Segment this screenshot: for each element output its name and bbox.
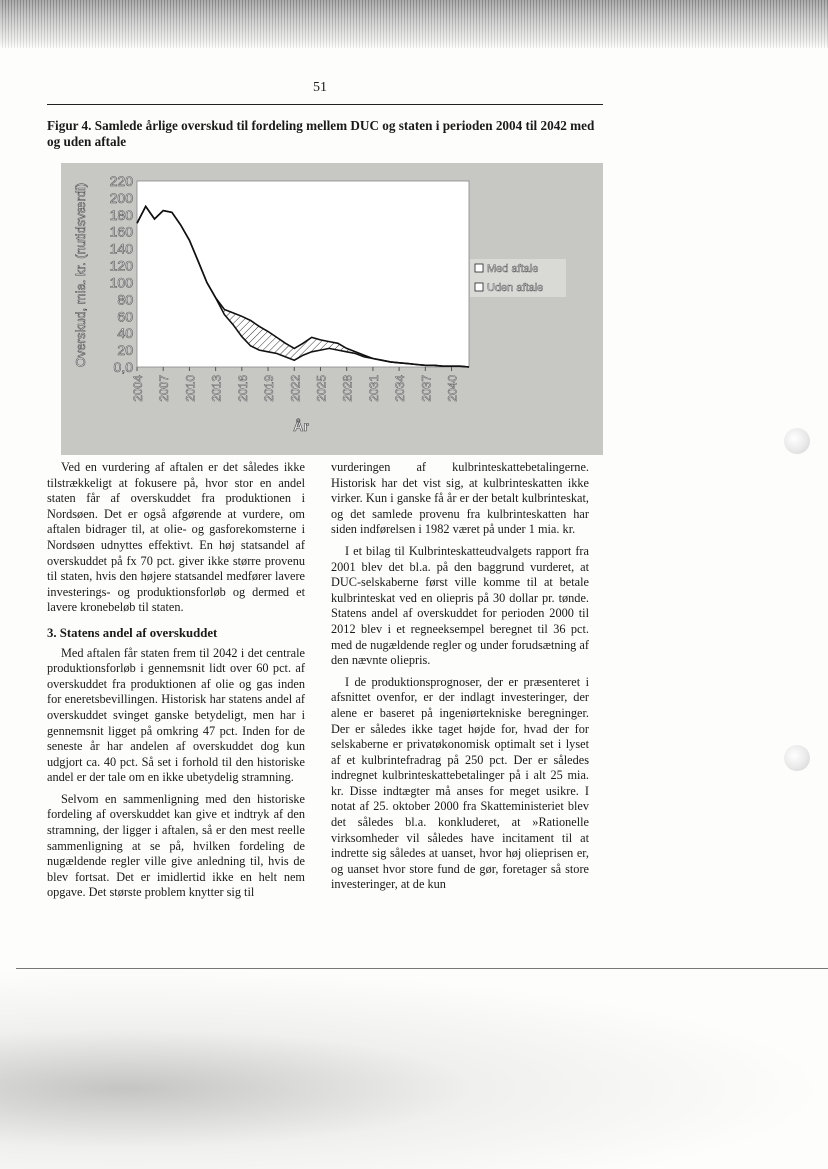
paragraph: Med aftalen får staten frem til 2042 i det centrale produktionsforløb i gennemsnit lidt over 60 pct. af overskuddet fra produktionen af olie og gas inden for eneretsbevillingen. Historisk har statens andel af overskuddet svinget ganske betydeligt, men har i gennemsnit ligget på omkring 47 pct. Inden for de seneste år har andelen af overskuddet dog kun udgjort ca. 40 pct. Så set i forhold til den historiske andel er der tale om en ikke ubetydelig stramning. <box>47 645 305 785</box>
left-column <box>47 460 305 907</box>
paragraph: Ved en vurdering af aftalen er det således ikke tilstrækkeligt at fokusere på, hvor stor en andel staten får af overskuddet fra produktionen i Nordsøen. Det er også afgørende at vurdere, om aftalen bidrager til, at olie- og gasforekomsterne i Nordsøen udnyttes effektivt. En høj statsandel af overskuddet på fx 70 pct. giver ikke større provenu til staten, hvis den højere statsandel medfører lavere investerings- og produktionsforløb og dermed et lavere kronebeløb til staten. <box>47 460 305 615</box>
x-tick-label: 2013 <box>209 375 224 402</box>
punch-hole <box>784 745 810 771</box>
plot-area <box>137 181 469 367</box>
x-tick-label: 2019 <box>262 375 277 402</box>
legend-marker-med <box>475 264 483 272</box>
y-tick-label: 40 <box>117 325 133 342</box>
y-tick-label: 100 <box>109 274 133 291</box>
y-tick-label: 120 <box>109 257 133 274</box>
y-axis-label: Overskud, mia. kr. (nutidsværdi) <box>73 182 88 368</box>
x-axis-label: År <box>293 418 309 434</box>
y-tick-label: 140 <box>109 240 133 257</box>
header-rule <box>47 104 603 105</box>
y-tick-label: 220 <box>109 173 133 189</box>
paragraph: Selvom en sammenligning med den historiske fordeling af overskuddet kan give et indtryk af den stramning, der ligger i aftalen, så er den mest reelle sammenligning at se på, hvilken fordeling de nugældende regler ville give anledning til, hvis de blev fortsat. Det er imidlertid ikke en helt nem opgave. Det største problem knytter sig til <box>47 791 305 900</box>
x-tick-label: 2004 <box>131 375 145 402</box>
scan-shadow-top <box>0 0 828 48</box>
punch-hole <box>784 428 810 454</box>
x-tick-label: 2037 <box>419 375 434 402</box>
x-tick-label: 2010 <box>183 375 198 402</box>
y-tick-label: 0,0 <box>113 359 133 375</box>
x-tick-label: 2016 <box>235 375 250 402</box>
chart-svg <box>61 163 603 455</box>
x-tick-label: 2040 <box>445 375 460 402</box>
figure-4-chart <box>61 163 603 455</box>
legend <box>470 259 566 297</box>
section-heading: 3. Statens andel af overskuddet <box>47 625 218 640</box>
x-tick-label: 2031 <box>366 375 381 402</box>
paragraph: I de produktionsprognoser, der er præsenteret i afsnittet ovenfor, er der indlagt investeringer, der alene er baseret på ingeniørtekniske beregninger. Der er således ikke taget højde for, hvad der for selskaberne er privatøkonomisk optimalt set i lyset af et kulbrintefradrag på 250 pct. Der er således indregnet kulbrinteskattebetalinger på i alt 25 mia. kr. Disse indtægter må anses for meget usikre. I notat af 25. oktober 2000 fra Skatteministeriet blev det således bl.a. konkluderet, at »Rationelle virksomheder vil således have incitament til at indrette sig således at uanset, hvor høj olieprisen er, og uanset hvor store fund de gør, foretager så store investeringer, at de kun <box>331 674 589 892</box>
x-tick-label: 2025 <box>314 375 329 402</box>
y-tick-label: 60 <box>117 308 133 325</box>
y-tick-label: 180 <box>109 206 133 223</box>
y-tick-label: 80 <box>117 291 133 308</box>
y-tick-label: 160 <box>109 223 133 240</box>
legend-marker-uden <box>475 283 483 291</box>
paragraph: vurderingen af kulbrinteskattebetalingerne. Historisk har det vist sig, at kulbrinteskatten ikke virker. Kun i ganske få år er der betalt kulbrinteskat, og det samlede provenu fra kulbrinteskatten har siden indførelsen i 1982 været på under 1 mia. kr. <box>331 460 589 537</box>
y-tick-label: 200 <box>109 189 133 206</box>
scan-shadow-bottom <box>0 968 828 1169</box>
x-tick-label: 2028 <box>340 375 355 402</box>
page-number: 51 <box>313 80 327 95</box>
figure-caption: Figur 4. Samlede årlige overskud til fordeling mellem DUC og staten i perioden 2004 til 2042 med og uden aftale <box>47 118 595 149</box>
y-tick-label: 20 <box>117 342 133 359</box>
right-column <box>331 460 589 899</box>
x-tick-label: 2007 <box>157 375 172 402</box>
x-tick-label: 2034 <box>393 375 408 402</box>
legend-label-med: Med aftale <box>487 263 539 275</box>
x-tick-label: 2022 <box>288 375 303 402</box>
paragraph: I et bilag til Kulbrinteskatteudvalgets rapport fra 2001 blev det bl.a. på den baggrund vurderet, at DUC-selskaberne først ville komme til at betale kulbrinteskat ved en oliepris på 30 dollar pr. tønde. Statens andel af overskuddet for perioden 2000 til 2012 blev i et regneeksempel beregnet til 36 pct. med de nugældende regler og under forudsætning af den nævnte oliepris. <box>331 543 589 668</box>
legend-label-uden: Uden aftale <box>487 282 544 294</box>
